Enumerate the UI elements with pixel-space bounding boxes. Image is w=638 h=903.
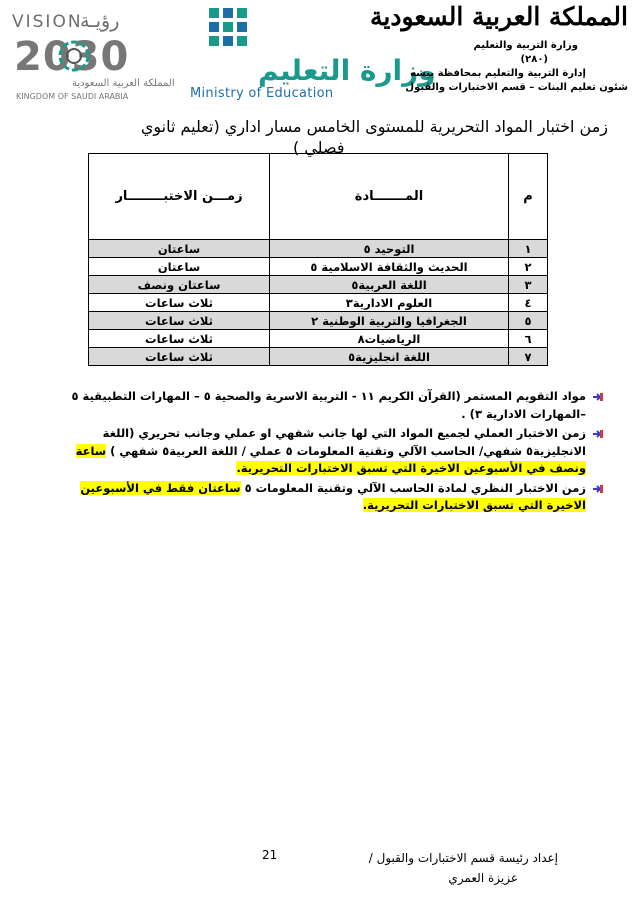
row-number: ٦ xyxy=(509,330,548,348)
highlighted-duration: الاخيرة التي تسبق الاختبارات التحريرية. xyxy=(362,498,586,512)
row-number: ١ xyxy=(509,240,548,258)
column-header-exam-time: زمـــن الاختبــــــــار xyxy=(89,154,270,240)
highlighted-duration: ساعة xyxy=(75,443,107,458)
row-subject: اللغة انجليزية٥ xyxy=(270,348,509,366)
row-time: ساعتان xyxy=(89,258,270,276)
ministry-name-arabic: وزارة التعليم xyxy=(258,54,436,87)
bullet-arrow-icon xyxy=(592,428,604,440)
header-line-department: إدارة التربية والتعليم بمحافظة بيشه xyxy=(410,68,586,79)
ministry-of-education-logo-icon xyxy=(205,4,255,52)
note-text-line xyxy=(34,460,586,478)
column-header-subject: المـــــــادة xyxy=(270,154,509,240)
table-row xyxy=(89,276,548,294)
note-practical-exam xyxy=(34,425,604,478)
row-time: ساعتان xyxy=(89,240,270,258)
vision-country-arabic: المملكة العربية السعودية xyxy=(72,78,175,89)
footer-signature xyxy=(258,848,558,888)
vision-arabic: رؤيـة xyxy=(80,10,120,32)
vision-word: VISION xyxy=(12,12,83,32)
row-subject: الجغرافيا والتربية الوطنية ٢ xyxy=(270,312,509,330)
note-text: –المهارات الادارية ٣) . xyxy=(461,406,586,421)
notes-list xyxy=(34,388,604,517)
row-subject: الرياضيات٨ xyxy=(270,330,509,348)
note-theory-exam xyxy=(34,480,604,515)
table-row xyxy=(89,348,548,366)
header-line-section: شئون تعليم البنات – قسم الاختبارات والقبول xyxy=(405,82,628,93)
note-text: مواد التقويم المستمر (القرآن الكريم ١١ - التربية الاسرية والصحية ٥ – المهارات التطبيقية ٥ xyxy=(71,389,586,403)
footer-name: عزيزة العمري xyxy=(448,871,518,885)
row-number: ٥ xyxy=(509,312,548,330)
vision-2030-logo-icon xyxy=(56,38,92,74)
note-text: الانجليزية٥ شفهي/ الحاسب الآلي وتقنية المعلومات ٥ عملي / اللغة العربية٥ شفهي ) xyxy=(110,443,586,458)
table-row xyxy=(89,258,548,276)
table-row xyxy=(89,240,548,258)
table-row xyxy=(89,294,548,312)
row-time: ثلاث ساعات xyxy=(89,330,270,348)
highlighted-duration: ساعتان فقط في الأسبوعين xyxy=(80,480,241,495)
row-number: ٢ xyxy=(509,258,548,276)
note-text-line xyxy=(34,497,586,515)
bullet-arrow-icon xyxy=(592,483,604,495)
row-time: ثلاث ساعات xyxy=(89,348,270,366)
highlighted-duration: ونصف في الأسبوعين الاخيرة التي تسبق الاختبارات التحريرية. xyxy=(236,461,586,475)
header-line-ministry: وزارة التربية والتعليم xyxy=(473,40,578,51)
page-title-continued: فصلي ) xyxy=(293,138,345,157)
row-subject: اللغة العربية٥ xyxy=(270,276,509,294)
page-number: 21 xyxy=(262,848,278,862)
bullet-arrow-icon xyxy=(592,391,604,403)
page-title: زمن اختبار المواد التحريرية للمستوى الخامس مسار اداري (تعليم ثانوي xyxy=(140,117,608,136)
row-number: ٤ xyxy=(509,294,548,312)
kingdom-title: المملكة العربية السعودية xyxy=(369,2,628,31)
exam-time-table xyxy=(88,153,548,366)
table-row xyxy=(89,312,548,330)
header-line-code: (٢٨٠) xyxy=(520,54,548,65)
row-time: ثلاث ساعات xyxy=(89,312,270,330)
row-time: ثلاث ساعات xyxy=(89,294,270,312)
footer-prepared-by: إعداد رئيسة قسم الاختبارات والقبول / xyxy=(368,851,558,865)
vision-year: 2030 xyxy=(14,34,130,80)
row-subject: الحديث والثقافة الاسلامية ٥ xyxy=(270,258,509,276)
row-subject: العلوم الادارية٣ xyxy=(270,294,509,312)
row-number: ٧ xyxy=(509,348,548,366)
column-header-number: م xyxy=(509,154,548,240)
row-time: ساعتان ونصف xyxy=(89,276,270,294)
note-continuous-assessment xyxy=(34,388,604,423)
note-text-line xyxy=(34,443,586,461)
row-subject: التوحيد ٥ xyxy=(270,240,509,258)
row-number: ٣ xyxy=(509,276,548,294)
table-row xyxy=(89,330,548,348)
note-text: زمن الاختبار العملي لجميع المواد التي لها جانب شفهي او عملي وجانب تحريري (اللغة xyxy=(102,426,586,440)
ministry-name-english: Ministry of Education xyxy=(190,86,334,101)
vision-country-english: KINGDOM OF SAUDI ARABIA xyxy=(16,92,129,101)
note-text-line xyxy=(34,480,586,498)
note-text: زمن الاختبار النظري لمادة الحاسب الآلي وتقنية المعلومات ٥ xyxy=(244,480,586,495)
